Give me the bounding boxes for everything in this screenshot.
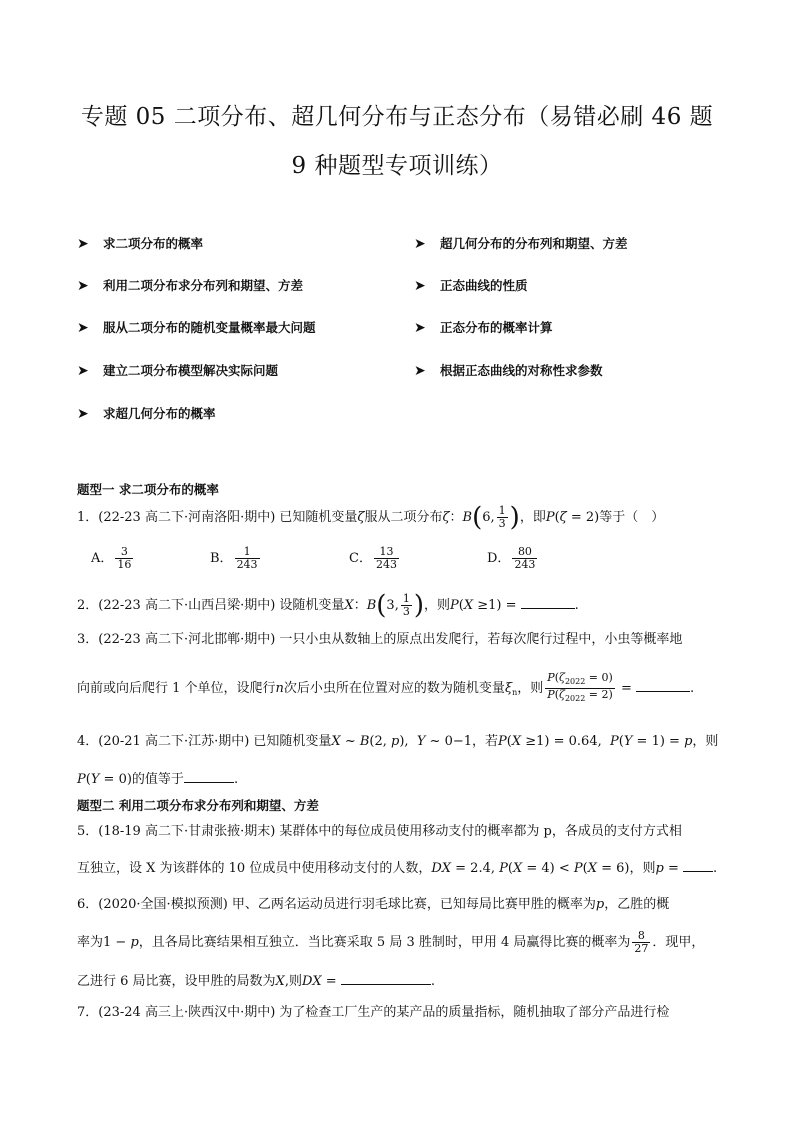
toc-item: ➤ 利用二项分布求分布列和期望、方差 — [77, 278, 304, 294]
choice-d: D． $\frac{80}{243}$ — [487, 545, 536, 571]
question-6-line2: 率为1 − p，且各局比赛结果相互独立．当比赛采取 5 局 3 胜制时，甲用 4 局赢得比赛的概率为 $\frac{8}{27}$ ．现甲， — [77, 929, 705, 955]
section-heading: 题型二 利用二项分布求分布列和期望、方差 — [77, 798, 319, 813]
arrow-icon: ➤ — [77, 406, 89, 422]
toc-item: ➤ 求二项分布的概率 — [77, 236, 204, 252]
toc-item: ➤ 根据正态曲线的对称性求参数 — [414, 363, 603, 379]
arrow-icon: ➤ — [77, 363, 89, 379]
toc-item: ➤ 正态曲线的性质 — [414, 278, 528, 294]
question-7-line1: 7．(23-24 高三上·陕西汉中·期中) 为了检查工厂生产的某产品的质量指标，随机抽取了部分产品进行检 — [77, 1005, 670, 1020]
section-heading: 题型一 求二项分布的概率 — [77, 482, 219, 497]
arrow-icon: ➤ — [77, 236, 89, 252]
answer-blank[interactable] — [184, 770, 234, 783]
page-title-line2: 9 种题型专项训练） — [291, 153, 503, 179]
toc-item: ➤ 建立二项分布模型解决实际问题 — [77, 363, 279, 379]
question-1: 1．(22-23 高二下·河南洛阳·期中) 已知随机变量ζ服从二项分布ζ：B(6, $\frac{1}{3}$ )，即P(ζ = 2)等于（ ） — [77, 502, 665, 533]
answer-blank[interactable] — [521, 596, 575, 609]
question-6-line3: 乙进行 6 局比赛，设甲胜的局数为X,则DX = . — [77, 974, 435, 989]
choice-a: A． $\frac{3}{16}$ — [91, 545, 132, 571]
arrow-icon: ➤ — [414, 236, 426, 252]
choice-b: B． $\frac{1}{243}$ — [210, 545, 258, 571]
toc-item: ➤ 超几何分布的分布列和期望、方差 — [414, 236, 628, 252]
arrow-icon: ➤ — [77, 278, 89, 294]
arrow-icon: ➤ — [77, 320, 89, 336]
question-4-line1: 4．(20-21 高二下·江苏·期中) 已知随机变量X ~ B(2, p), Y ~ 0−1，若P(X ≥1) = 0.64, P(Y = 1) = p，则 — [77, 734, 719, 749]
question-4-line2: P(Y = 0)的值等于 . — [77, 772, 239, 787]
question-3-line1: 3．(22-23 高二下·河北邯郸·期中) 一只小虫从数轴上的原点出发爬行，若每次爬行过程中，小虫等概率地 — [77, 632, 683, 647]
toc-item: ➤ 正态分布的概率计算 — [414, 320, 553, 336]
arrow-icon: ➤ — [414, 278, 426, 294]
page-title-line1: 专题 05 二项分布、超几何分布与正态分布（易错必刷 46 题 — [80, 104, 714, 130]
question-2: 2．(22-23 高二下·山西吕梁·期中) 设随机变量X：B(3, $\frac{1}{3}$ )，则P(X ≥1) = . — [77, 590, 579, 621]
question-3-line2: 向前或向后爬行 1 个单位，设爬行n次后小虫所在位置对应的数为随机变量$\xi_n$，则 $\frac{P(\zeta_{2022} = 0)}{P(\zeta_{2022} = 2)}$ = . — [77, 671, 695, 703]
answer-blank[interactable] — [636, 679, 690, 692]
toc-item: ➤ 服从二项分布的随机变量概率最大问题 — [77, 320, 316, 336]
toc-item: ➤ 求超几何分布的概率 — [77, 406, 216, 422]
question-6-line1: 6．(2020·全国·模拟预测) 甲、乙两名运动员进行羽毛球比赛，已知每局比赛甲胜的概率为p，乙胜的概 — [77, 897, 670, 912]
question-5-line1: 5．(18-19 高二下·甘肃张掖·期末) 某群体中的每位成员使用移动支付的概率都为 p，各成员的支付方式相 — [77, 824, 682, 839]
answer-blank[interactable] — [341, 972, 431, 985]
question-5-line2: 互独立，设 X 为该群体的 10 位成员中使用移动支付的人数，DX = 2.4, P(X = 4) < P(X = 6)，则p = . — [77, 861, 718, 876]
arrow-icon: ➤ — [414, 320, 426, 336]
answer-blank[interactable] — [683, 859, 713, 872]
choice-c: C． $\frac{13}{243}$ — [349, 545, 397, 571]
arrow-icon: ➤ — [414, 363, 426, 379]
